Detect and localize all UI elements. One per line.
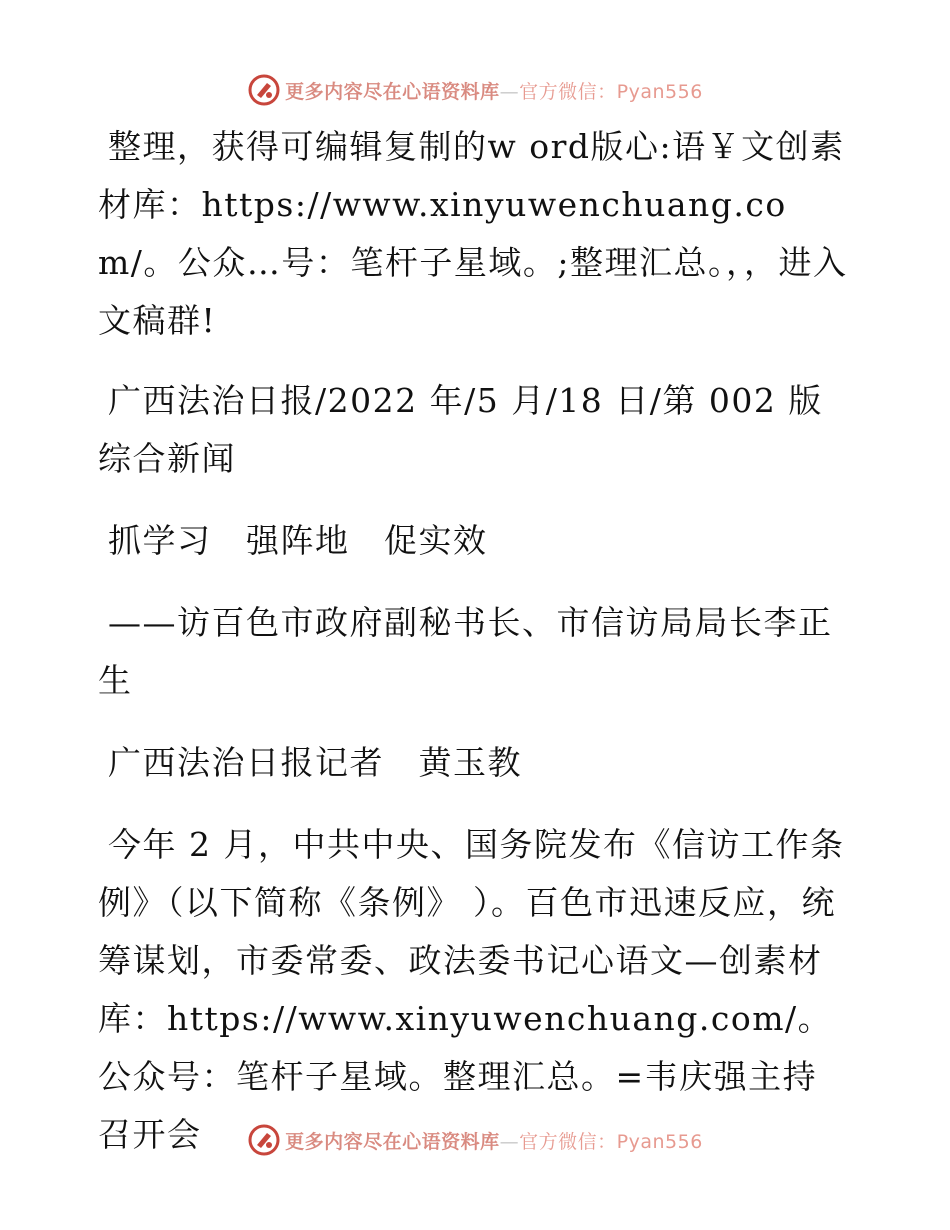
footer-separator: — [499,1130,520,1153]
header-brand-text: 更多内容尽在心语资料库 [285,80,500,103]
footer-brand-text: 更多内容尽在心语资料库 [285,1130,500,1153]
header-separator: — [499,80,520,103]
article-subtitle: ——访百色市政府副秘书长、市信访局局长李正生 [98,603,833,700]
footer-banner-content [247,1123,703,1157]
article-title: 抓学习 强阵地 促实效 [108,521,488,560]
brand-logo-icon [247,1123,281,1157]
header-banner [0,70,950,110]
source-line: 广西法治日报/2022 年/5 月/18 日/第 002 版综合新闻 [98,381,823,478]
footer-banner [0,1120,950,1160]
header-wechat-text: 官方微信：Pyan556 [519,80,703,103]
intro-notice-paragraph: 整理，获得可编辑复制的w ord版心:语￥文创素材库：https://www.xinyuwenchuang.com/。公众…号：笔杆子星域。;整理汇总。，，进入文稿群! [98,127,848,340]
body-paragraph: 今年 2 月，中共中央、国务院发布《信访工作条例》（以下简称《条例》 ）。百色市迅速反应，统筹谋划，市委常委、政法委书记心语文—创素材库：https://www.xinyuwenchuang.com/。公众号：笔杆子星域。整理汇总。=韦庆强主持召开会 [98,825,845,1154]
brand-logo-icon [247,73,281,107]
byline: 广西法治日报记者 黄玉教 [108,743,522,782]
document-body [98,118,850,1188]
footer-wechat-text: 官方微信：Pyan556 [519,1130,703,1153]
footer-banner-text [285,1127,703,1154]
header-banner-content [247,73,703,107]
header-banner-text [285,77,703,104]
